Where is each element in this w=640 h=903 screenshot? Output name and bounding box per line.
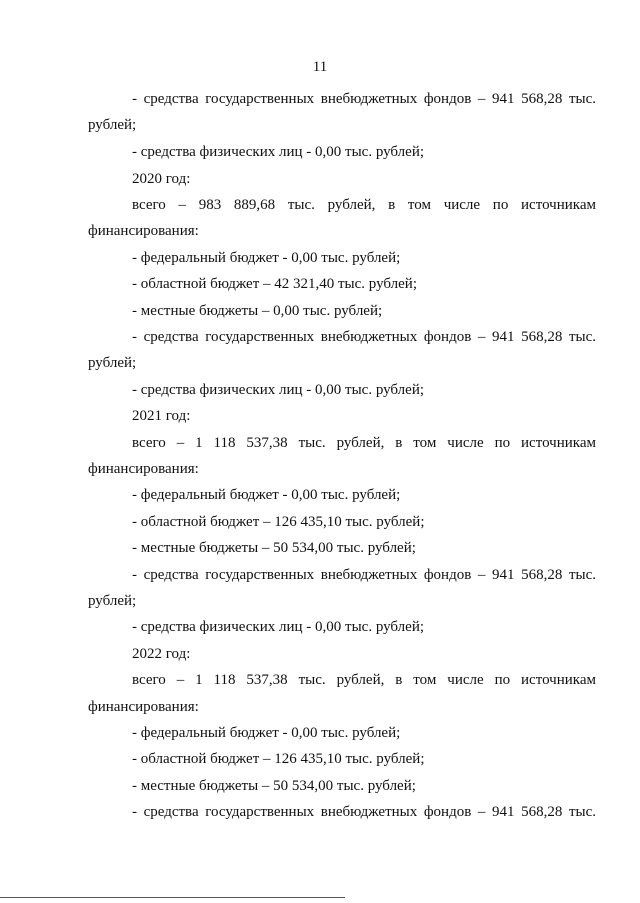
text-line: рублей; — [88, 117, 137, 133]
text-line: финансирования: — [88, 699, 199, 715]
text-line: всего – 1 118 537,38 тыс. рублей, в том числе по источникам — [132, 435, 596, 451]
text-line: 2021 год: — [132, 408, 191, 424]
text-line: - местные бюджеты – 50 534,00 тыс. рублей; — [132, 778, 416, 794]
text-line: - областной бюджет – 42 321,40 тыс. рублей; — [132, 276, 417, 292]
page-number: 11 — [312, 59, 328, 75]
text-line: - местные бюджеты – 0,00 тыс. рублей; — [132, 303, 383, 319]
text-line: финансирования: — [88, 223, 199, 239]
text-line: - федеральный бюджет - 0,00 тыс. рублей; — [132, 250, 401, 266]
text-line: - местные бюджеты – 50 534,00 тыс. рублей; — [132, 540, 416, 556]
footer-rule — [0, 897, 345, 898]
text-line: - областной бюджет – 126 435,10 тыс. рублей; — [132, 751, 425, 767]
text-line: - средства государственных внебюджетных фондов – 941 568,28 тыс. — [132, 329, 596, 345]
text-line: - федеральный бюджет - 0,00 тыс. рублей; — [132, 487, 401, 503]
text-line: - средства государственных внебюджетных фондов – 941 568,28 тыс. — [132, 91, 596, 107]
text-line: - средства государственных внебюджетных фондов – 941 568,28 тыс. — [132, 567, 596, 583]
text-line: финансирования: — [88, 461, 199, 477]
text-line: всего – 1 118 537,38 тыс. рублей, в том числе по источникам — [132, 672, 596, 688]
text-line: всего – 983 889,68 тыс. рублей, в том числе по источникам — [132, 197, 596, 213]
text-line: 2022 год: — [132, 646, 191, 662]
text-line: - средства физических лиц - 0,00 тыс. рублей; — [132, 144, 425, 160]
text-line: - областной бюджет – 126 435,10 тыс. рублей; — [132, 514, 425, 530]
text-line: - федеральный бюджет - 0,00 тыс. рублей; — [132, 725, 401, 741]
text-line: 2020 год: — [132, 171, 191, 187]
text-line: - средства физических лиц - 0,00 тыс. рублей; — [132, 619, 425, 635]
text-line: рублей; — [88, 593, 137, 609]
text-line: рублей; — [88, 355, 137, 371]
text-line: - средства государственных внебюджетных фондов – 941 568,28 тыс. — [132, 804, 596, 820]
text-line: - средства физических лиц - 0,00 тыс. рублей; — [132, 382, 425, 398]
